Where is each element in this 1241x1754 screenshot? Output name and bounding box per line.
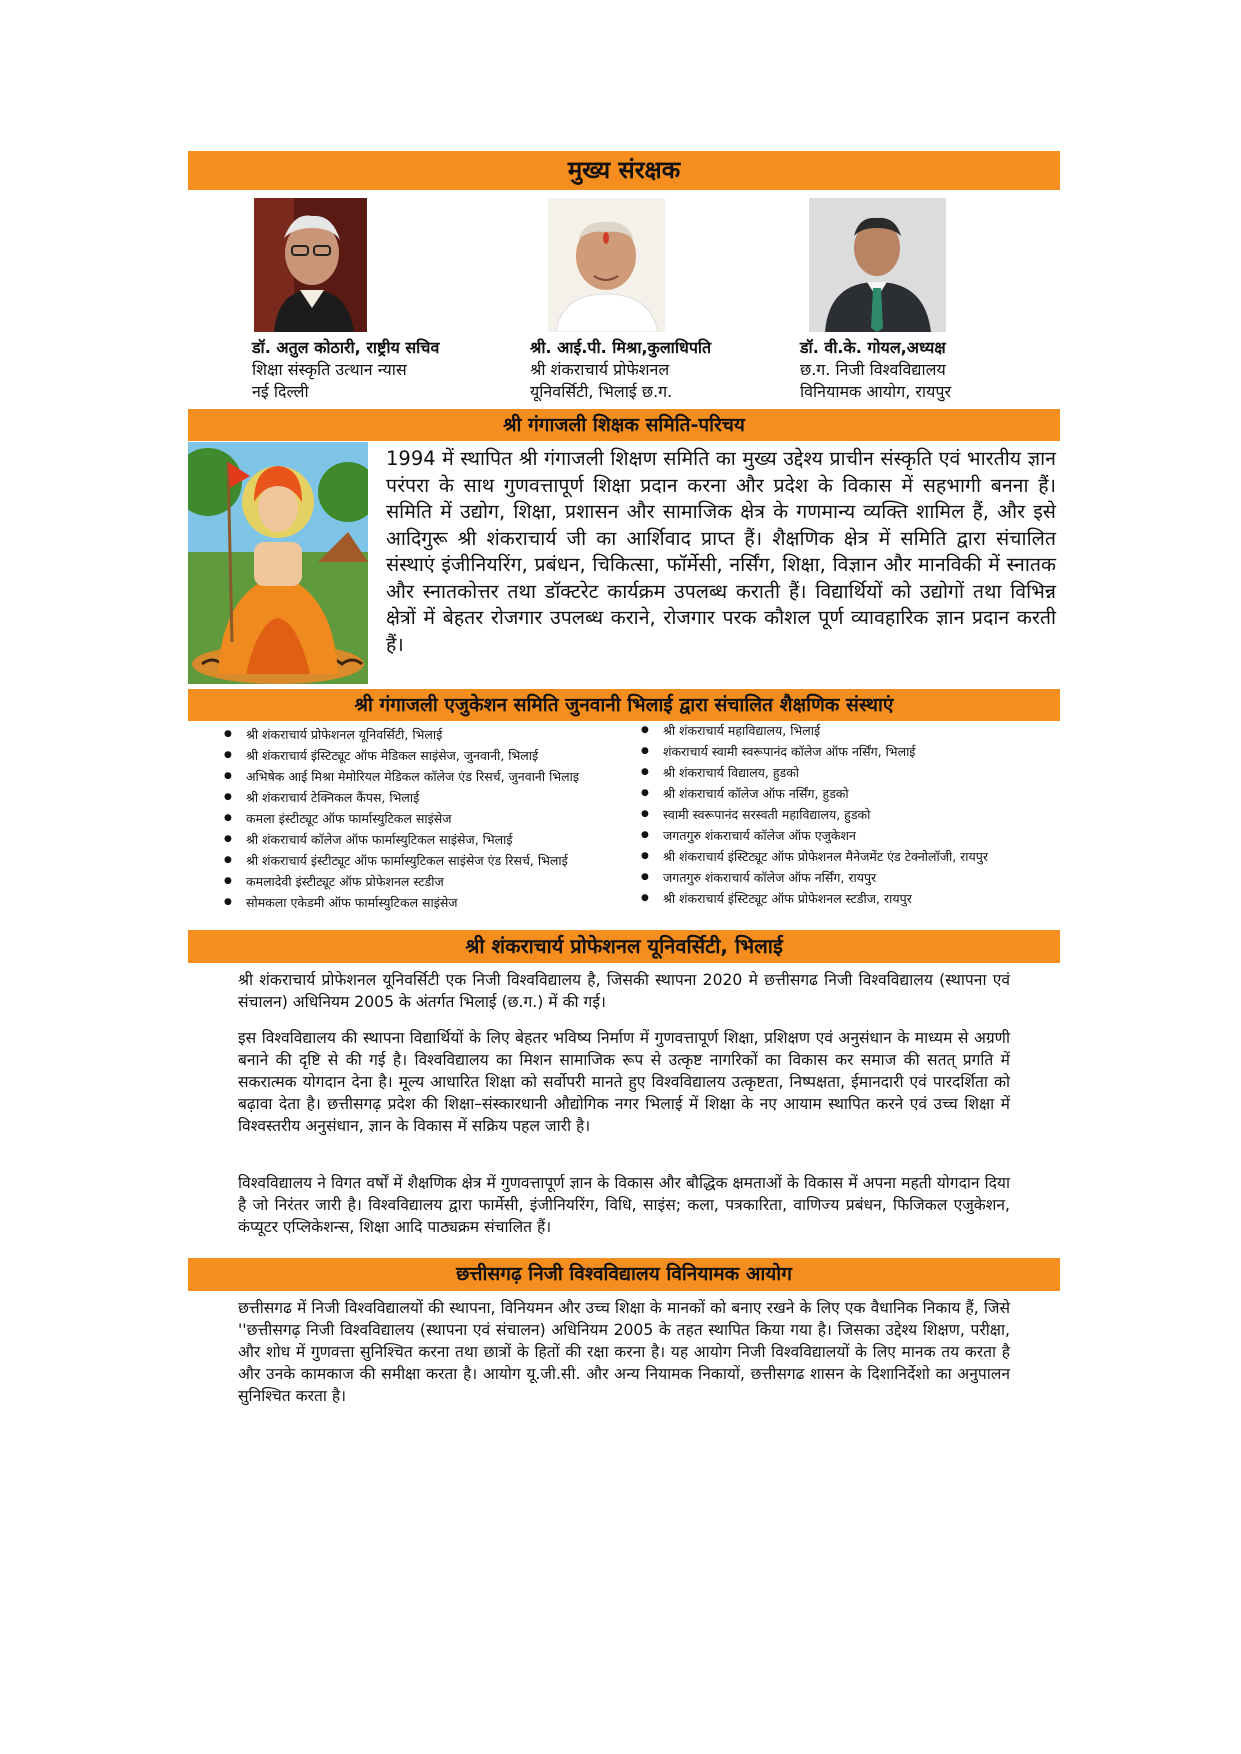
patron-line2-2: श्री शंकराचार्य प्रोफेशनल [530,360,670,379]
list-item: ● श्री शंकराचार्य प्रोफेशनल यूनिवर्सिटी, भिलाई [224,724,579,745]
society-intro-heading: श्री गंगाजली शिक्षक समिति-परिचय [188,409,1060,441]
commission-paragraph: छत्तीसगढ में निजी विश्वविद्यालयों की स्थापना, विनियमन और उच्च शिक्षा के मानकों को बनाए रखने के लिए एक वैधानिक निकाय हैं, जिसे ''छत्तीसगढ़ निजी विश्वविद्यालय (स्थापना एवं संचालन) अधिनियम 2005 के तहत स्थापित किया गया है। जिसका उद्देश्य शिक्षण, परीक्षा, और शोध में गुणवत्ता सुनिश्चित करना तथा छात्रों के हितों की रक्षा करना है। यह आयोग निजी विश्वविद्यालयों के लिए मानक तय करता है और उनके कामकाज की समीक्षा करता है। आयोग यू.जी.सी. और अन्य नियामक निकायों, छत्तीसगढ शासन के दिशानिर्देशो का अनुपालन सुनिश्चित करता है। [238,1299,1010,1405]
list-item: ● श्री शंकराचार्य इंस्टीट्यूट ऑफ फार्मास्युटिकल साइंसेज एंड रिसर्च, भिलाई [224,850,579,871]
institutions-list-right [641,720,988,909]
list-item: ● कमला इंस्टीट्यूट ऑफ फार्मास्युटिकल साइंसेज [224,808,579,829]
list-item: ● श्री शंकराचार्य महाविद्यालय, भिलाई [641,720,988,741]
list-item: ● श्री शंकराचार्य इंस्टिट्यूट ऑफ प्रोफेशनल स्टडीज, रायपुर [641,888,988,909]
patron-name-1: डॉ. अतुल कोठारी, राष्ट्रीय सचिव [252,338,440,357]
institutions-heading: श्री गंगाजली एजुकेशन समिति जुनवानी भिलाई द्वारा संचालित शैक्षणिक संस्थाएं [188,689,1060,721]
patron-line2-3: छ.ग. निजी विश्वविद्यालय [800,360,946,379]
list-item: ● शंकराचार्य स्वामी स्वरूपानंद कॉलेज ऑफ नर्सिंग, भिलाई [641,741,988,762]
university-paragraph-3: विश्वविद्यालय ने विगत वर्षों में शैक्षणिक क्षेत्र में गुणवत्तापूर्ण ज्ञान के विकास और बौद्धिक क्षमताओं के विकास में अपना महती योगदान दिया है जो निरंतर जारी है। विश्वविद्यालय द्वारा फार्मेसी, इंजीनियरिंग, विधि, साइंस; कला, पत्रकारिता, वाणिज्य प्रबंधन, फिजिकल एजुकेशन, कंप्यूटर एप्लिकेशन्स, शिक्षा आदि पाठ्यक्रम संचालित हैं। [238,1174,1010,1236]
list-item: ● स्वामी स्वरूपानंद सरस्वती महाविद्यालय, हुडको [641,804,988,825]
patron-photo-1 [254,198,367,332]
list-item: ● श्री शंकराचार्य इंस्टिट्यूट ऑफ मेडिकल साइंसेज, जुनवानी, भिलाई [224,745,579,766]
university-heading: श्री शंकराचार्य प्रोफेशनल यूनिवर्सिटी, भिलाई [188,930,1060,963]
list-item: ● जगतगुरु शंकराचार्य कॉलेज ऑफ नर्सिंग, रायपुर [641,867,988,888]
list-item: ● कमलादेवी इंस्टीट्यूट ऑफ प्रोफेशनल स्टडीज [224,871,579,892]
patron-line2-1: शिक्षा संस्कृति उत्थान न्यास [252,360,407,379]
shankaracharya-image [188,442,368,684]
patrons-heading: मुख्य संरक्षक [188,151,1060,190]
patron-photo-3 [809,198,946,332]
institutions-list-left [224,724,579,913]
patron-name-3: डॉ. वी.के. गोयल,अध्यक्ष [800,338,946,357]
patron-line3-3: विनियामक आयोग, रायपुर [800,382,951,401]
patron-photo-2 [548,198,665,332]
patron-line3-1: नई दिल्ली [252,382,309,401]
list-item: ● श्री शंकराचार्य विद्यालय, हुडको [641,762,988,783]
patron-caption-2 [530,337,711,403]
patron-caption-3 [800,337,951,403]
patron-line3-2: यूनिवर्सिटी, भिलाई छ.ग. [530,382,673,401]
list-item: ● अभिषेक आई मिश्रा मेमोरियल मेडिकल कॉलेज एंड रिसर्च, जुनवानी भिलाइ [224,766,579,787]
list-item: ● जगतगुरु शंकराचार्य कॉलेज ऑफ एजुकेशन [641,825,988,846]
university-paragraph-2: इस विश्वविद्यालय की स्थापना विद्यार्थियों के लिए बेहतर भविष्य निर्माण में गुणवत्तापूर्ण शिक्षा, प्रशिक्षण एवं अनुसंधान के माध्यम से अग्रणी बनाने की दृष्टि से की गई है। विश्वविद्यालय का मिशन सामाजिक रूप से उत्कृष्ट नागरिकों का विकास कर समाज की सतत् प्रगति में सकरात्मक योगदान देना है। मूल्य आधारित शिक्षा को सर्वोपरी मानते हुए विश्वविद्यालय उत्कृष्टता, निष्पक्षता, ईमानदारी एवं पारदर्शिता को बढ़ावा देता है। छत्तीसगढ़ प्रदेश की शिक्षा–संस्कारधानी औद्योगिक नगर भिलाई में शिक्षा के नए आयाम स्थापित करने एवं उच्च शिक्षा में विश्वस्तरीय अनुसंधान, ज्ञान के विकास में सक्रिय पहल जारी है। [238,1029,1010,1135]
commission-heading: छत्तीसगढ़ निजी विश्वविद्यालय विनियामक आयोग [188,1258,1060,1291]
list-item: ● श्री शंकराचार्य कॉलेज ऑफ नर्सिंग, हुडको [641,783,988,804]
list-item: ● श्री शंकराचार्य इंस्टिट्यूट ऑफ प्रोफेशनल मैनेजमेंट एंड टेक्नोलॉजी, रायपुर [641,846,988,867]
society-intro-text: 1994 में स्थापित श्री गंगाजली शिक्षण समिति का मुख्य उद्देश्य प्राचीन संस्कृति एवं भारतीय ज्ञान परंपरा के साथ गुणवत्तापूर्ण शिक्षा प्रदान करना और प्रदेश के विकास में सहभागी बनना हैं। समिति में उद्योग, शिक्षा, प्रशासन और सामाजिक क्षेत्र के गणमान्य व्यक्ति शामिल हैं, और इसे आदिगुरू श्री शंकराचार्य जी का आर्शिवाद प्राप्त हैं। शैक्षणिक क्षेत्र में समिति द्वारा संचालित संस्थाएं इंजीनियरिंग, प्रबंधन, चिकित्सा, फॉर्मेसी, नर्सिंग, शिक्षा, विज्ञान और मानविकी में स्नातक और स्नातकोत्तर तथा डॉक्टरेट कार्यक्रम उपलब्ध कराती हैं। विद्यार्थियों को उद्योगों तथा विभिन्न क्षेत्रों में बेहतर रोजगार उपलब्ध कराने, रोजगार परक कौशल पूर्ण व्यावहारिक ज्ञान प्रदान करती हैं। [386,447,1056,656]
list-item: ● श्री शंकराचार्य कॉलेज ऑफ फार्मास्युटिकल साइंसेज, भिलाई [224,829,579,850]
patron-caption-1 [252,337,439,403]
patron-name-2: श्री. आई.पी. मिश्रा,कुलाधिपति [530,338,712,357]
list-item: ● सोमकला एकेडमी ऑफ फार्मास्युटिकल साइंसेज [224,892,579,913]
university-paragraph-1: श्री शंकराचार्य प्रोफेशनल यूनिवर्सिटी एक निजी विश्वविद्यालय है, जिसकी स्थापना 2020 मे छत्तीसगढ निजी विश्वविद्यालय (स्थापना एवं संचालन) अधिनियम 2005 के अंतर्गत भिलाई (छ.ग.) में की गई। [238,971,1010,1011]
list-item: ● श्री शंकराचार्य टेक्निकल कैंपस, भिलाई [224,787,579,808]
